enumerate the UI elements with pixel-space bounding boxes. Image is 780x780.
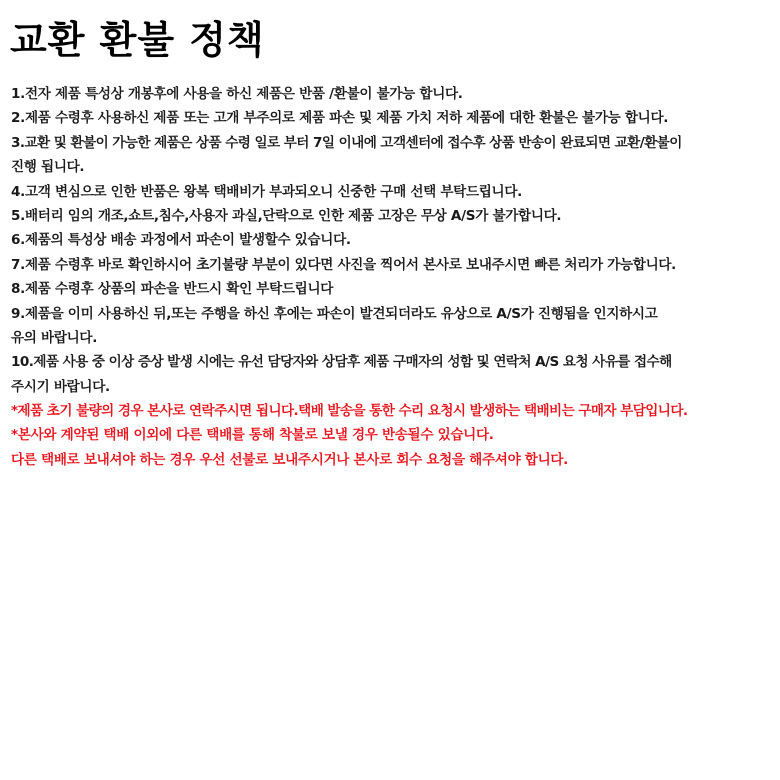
policy-item-5: 5.배터리 임의 개조,쇼트,침수,사용자 과실,단락으로 인한 제품 고장은 무상 A/S가 불가합니다. xyxy=(11,207,562,224)
policy-item-3-continued: 진행 됩니다. xyxy=(11,159,85,176)
policy-item-7: 7.제품 수령후 바로 확인하시어 초기불량 부분이 있다면 사진을 찍어서 본사로 보내주시면 빠른 처리가 가능합니다. xyxy=(11,256,677,273)
notice-line-2: *본사와 계약된 택배 이외에 다른 택배를 통해 착불로 보낼 경우 반송될수 있습니다. xyxy=(11,427,494,444)
policy-item-9-continued: 유의 바랍니다. xyxy=(11,329,98,346)
policy-item-4: 4.고객 변심으로 인한 반품은 왕복 택배비가 부과되오니 신중한 구매 선택 부탁드립니다. xyxy=(11,183,522,200)
policy-item-8: 8.제품 수령후 상품의 파손을 반드시 확인 부탁드립니다 xyxy=(11,281,334,298)
policy-item-10-continued: 주시기 바랍니다. xyxy=(11,378,110,395)
policy-item-3: 3.교환 및 환불이 가능한 제품은 상품 수령 일로 부터 7일 이내에 고객센터에 접수후 상품 반송이 완료되면 교환/환불이 xyxy=(11,134,682,151)
policy-item-2: 2.제품 수령후 사용하신 제품 또는 고개 부주의로 제품 파손 및 제품 가치 저하 제품에 대한 환불은 불가능 합니다. xyxy=(11,110,669,127)
policy-item-1: 1.전자 제품 특성상 개봉후에 사용을 하신 제품은 반품 /환불이 불가능 합니다. xyxy=(11,86,463,102)
policy-item-10: 10.제품 사용 중 이상 증상 발생 시에는 유선 담당자와 상담후 제품 구매자의 성함 및 연락처 A/S 요청 사유를 접수해 xyxy=(11,354,672,371)
notice-line-3: 다른 택배로 보내셔야 하는 경우 우선 선불로 보내주시거나 본사로 회수 요청을 해주셔야 합니다. xyxy=(11,451,569,468)
policy-item-9: 9.제품을 이미 사용하신 뒤,또는 주행을 하신 후에는 파손이 발견되더라도 유상으로 A/S가 진행됨을 인지하시고 xyxy=(11,305,658,322)
policy-list xyxy=(11,82,779,472)
notice-line-1: *제품 초기 불량의 경우 본사로 연락주시면 됩니다.택배 발송을 통한 수리 요청시 발생하는 택배비는 구매자 부담입니다. xyxy=(11,403,688,420)
policy-item-6: 6.제품의 특성상 배송 과정에서 파손이 발생할수 있습니다. xyxy=(11,232,351,249)
page-title: 교환 환불 정책 xyxy=(10,18,265,62)
